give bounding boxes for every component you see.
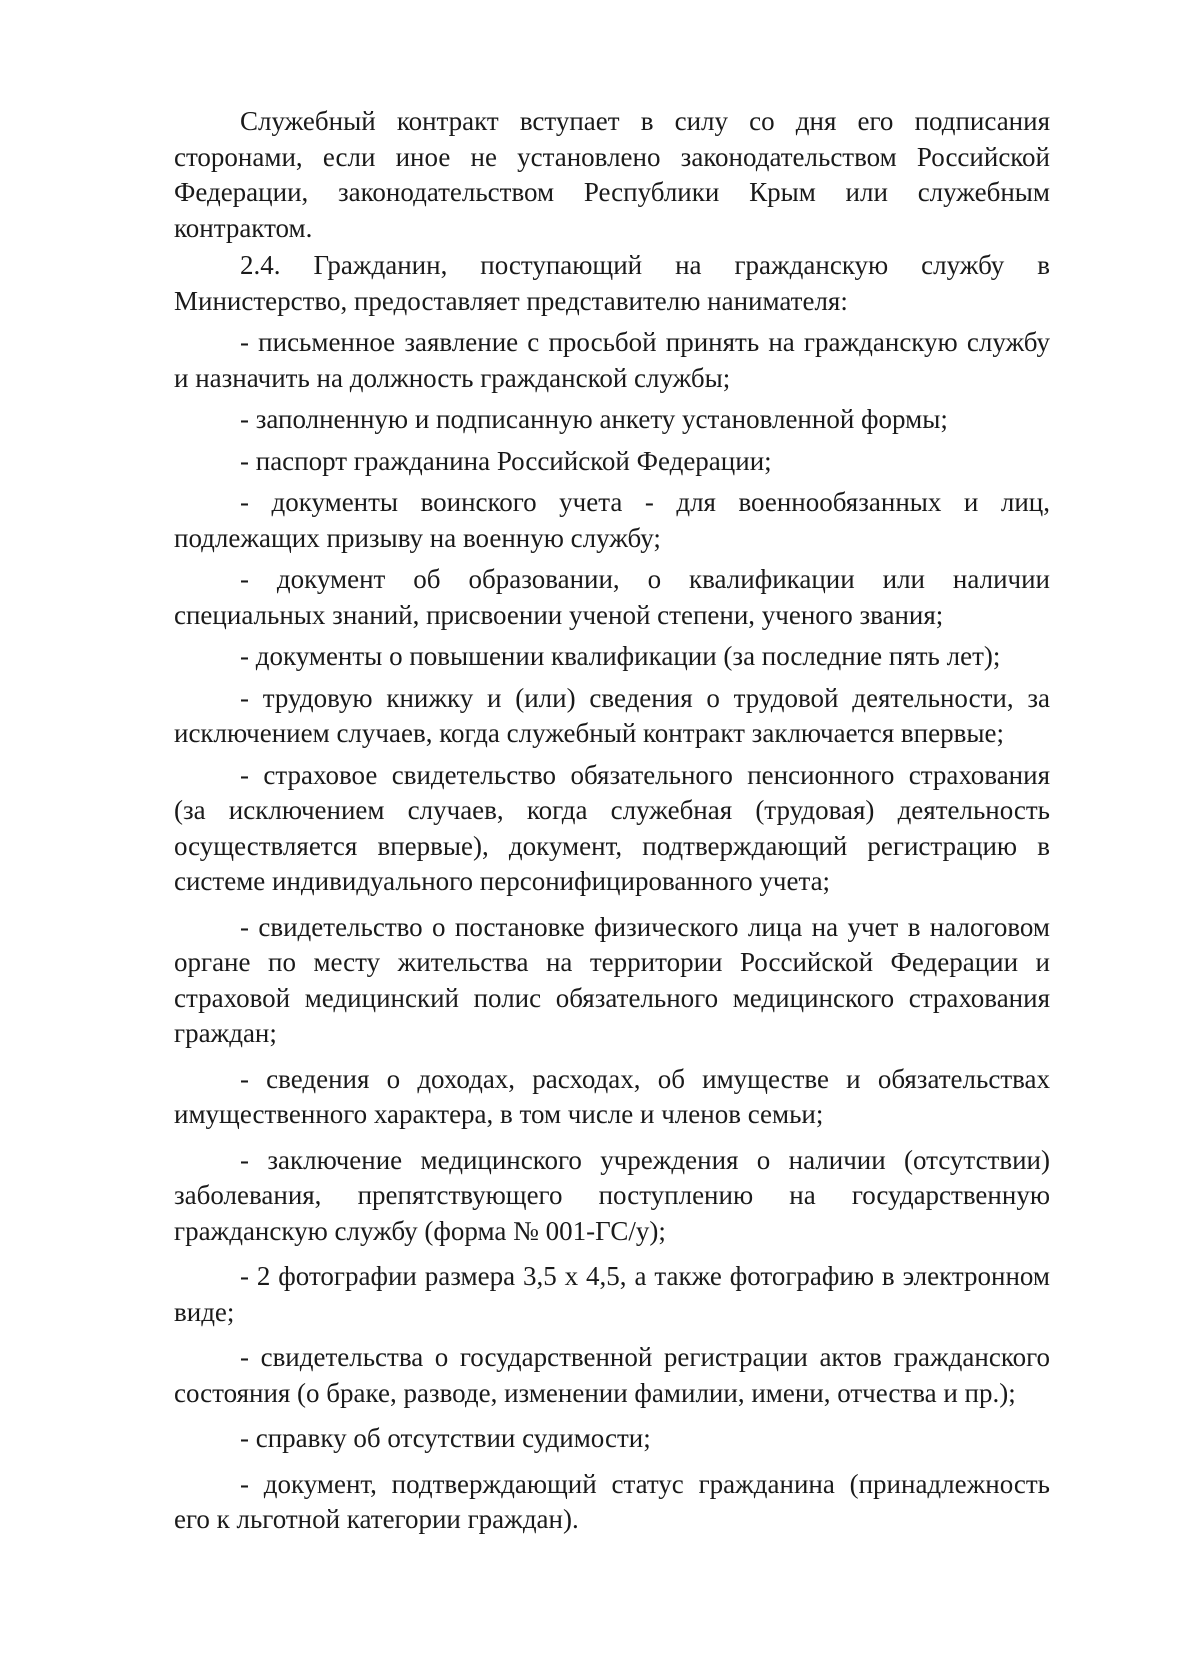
list-item-medical-certificate: - заключение медицинского учреждения о наличии (отсутствии) заболевания, препятствующего поступлению на государственную гражданскую службу (форма № 001-ГС/у);	[174, 1144, 1050, 1246]
document-body	[174, 104, 1050, 1538]
list-item-education-document: - документ об образовании, о квалификации или наличии специальных знаний, присвоении ученой степени, ученого звания;	[174, 564, 1050, 630]
paragraph-contract-effective: Служебный контракт вступает в силу со дня его подписания сторонами, если иное не установлено законодательством Российской Федерации, законодательством Республики Крым или служебным контрактом.	[174, 106, 1050, 243]
list-item-photographs: - 2 фотографии размера 3,5 х 4,5, а также фотографию в электронном виде;	[174, 1261, 1050, 1327]
list-item-military-records: - документы воинского учета - для военнообязанных и лиц, подлежащих призыву на военную службу;	[174, 487, 1050, 553]
list-item-employment-record: - трудовую книжку и (или) сведения о трудовой деятельности, за исключением случаев, когда служебный контракт заключается впервые;	[174, 682, 1050, 748]
list-item-tax-registration: - свидетельство о постановке физического лица на учет в налоговом органе по месту жительства на территории Российской Федерации и страховой медицинский полис обязательного медицинского страхования граждан;	[174, 911, 1050, 1048]
list-item-qualification-upgrade: - документы о повышении квалификации (за последние пять лет);	[240, 641, 1001, 671]
list-item-income-declaration: - сведения о доходах, расходах, об имуществе и обязательствах имущественного характера, в том числе и членов семьи;	[174, 1063, 1050, 1129]
list-item-questionnaire: - заполненную и подписанную анкету установленной формы;	[240, 404, 948, 434]
list-item-status-document: - документ, подтверждающий статус гражданина (принадлежность его к льготной категории граждан).	[174, 1468, 1050, 1534]
list-item-pension-insurance: - страховое свидетельство обязательного пенсионного страхования (за исключением случаев, когда служебная (трудовая) деятельность осуществляется впервые), документ, подтверждающий регистрацию в системе индивидуального персонифицированного учета;	[174, 759, 1050, 896]
list-item-civil-status-certificates: - свидетельства о государственной регистрации актов гражданского состояния (о браке, разводе, изменении фамилии, имени, отчества и пр.);	[174, 1342, 1050, 1408]
list-item-passport: - паспорт гражданина Российской Федерации;	[240, 445, 772, 476]
list-item-application: - письменное заявление с просьбой принять на гражданскую службу и назначить на должность гражданской службы;	[174, 327, 1050, 393]
paragraph-2-4: 2.4. Гражданин, поступающий на гражданскую службу в Министерство, предоставляет представителю нанимателя:	[174, 250, 1050, 316]
list-item-no-criminal-record: - справку об отсутствии судимости;	[240, 1423, 651, 1453]
